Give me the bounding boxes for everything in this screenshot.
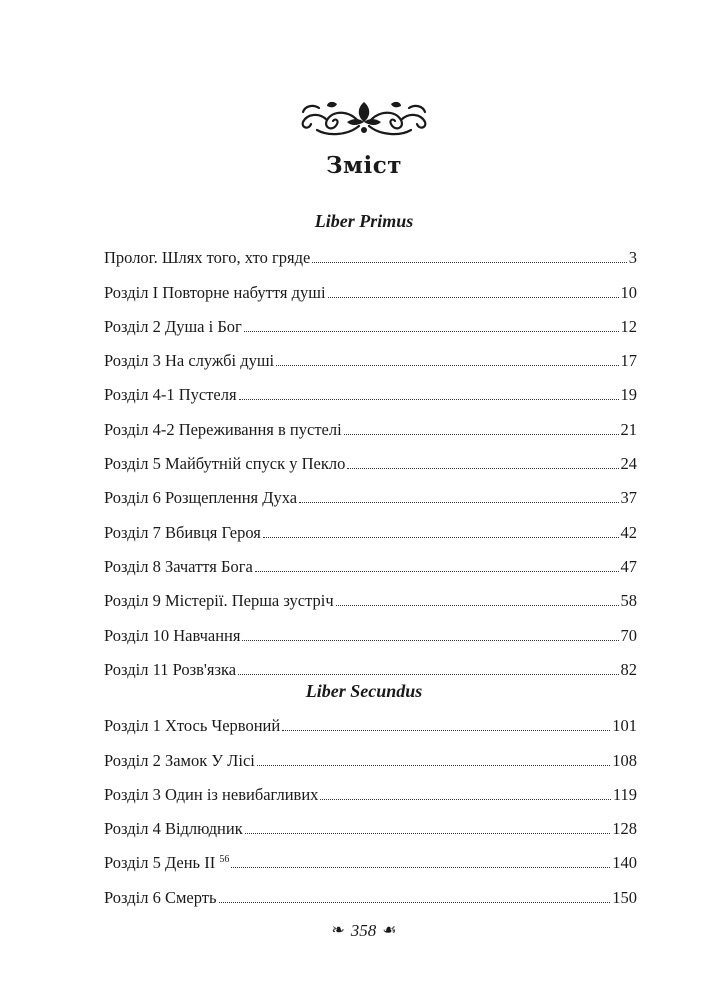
toc-entry-label-text: Розділ 6 Розщеплення Духа xyxy=(104,488,298,508)
toc-entry-label-text: Розділ 2 Душа і Бог xyxy=(104,316,242,336)
toc-entry xyxy=(104,440,637,474)
toc-entry-label xyxy=(104,660,236,680)
dot-leader xyxy=(239,399,619,400)
dot-leader xyxy=(299,502,618,503)
toc-entry-label-text: Розділ 4 Відлюдник xyxy=(104,819,243,839)
toc-entry-label-text: Розділ 11 Розв'язка xyxy=(104,659,237,679)
toc-entry xyxy=(104,543,637,577)
toc-entry-label-text: Розділ 7 Вбивця Героя xyxy=(104,522,261,542)
part-title-liber-primus: Liber Primus xyxy=(314,211,414,231)
toc-entry-label xyxy=(104,785,318,805)
toc-entry-label-text: Розділ 3 На службі душі xyxy=(104,351,275,371)
toc-entry xyxy=(104,577,637,611)
dot-leader xyxy=(257,765,610,766)
toc-entry-page-number: 3 xyxy=(628,248,637,268)
toc-entry xyxy=(104,268,637,302)
dot-leader xyxy=(238,674,618,675)
toc-entry-label-text: Розділ 4-1 Пустеля xyxy=(104,385,237,405)
toc-entry-page-number: 42 xyxy=(620,522,637,542)
toc-entry-label xyxy=(104,853,229,873)
toc-entry-label xyxy=(104,283,326,303)
toc-entry-label-text: Розділ 9 Містерії. Перша зустріч xyxy=(104,591,334,611)
toc-entry-page-number: 21 xyxy=(620,419,637,439)
toc-entry-label-text: Розділ 2 Замок У Лісі xyxy=(104,750,255,770)
toc-entry-label xyxy=(104,385,237,405)
dot-leader xyxy=(328,297,619,298)
toc-entry-label xyxy=(104,248,310,268)
dot-leader xyxy=(255,571,619,572)
toc-entry xyxy=(104,611,637,645)
toc-entry-label xyxy=(104,888,217,908)
toc-entry xyxy=(104,303,637,337)
flourish-left-icon: ❧ xyxy=(331,922,345,939)
toc-entry-label-text: Розділ 3 Один із невибагливих xyxy=(104,784,319,804)
toc-entry-page-number: 10 xyxy=(620,282,637,302)
dot-leader xyxy=(347,468,618,469)
dot-leader xyxy=(245,833,611,834)
toc-entry xyxy=(104,337,637,371)
toc-entry-page-number: 58 xyxy=(620,591,637,611)
toc-entry-label xyxy=(104,591,334,611)
toc-entry xyxy=(104,771,637,805)
toc-entry xyxy=(104,234,637,268)
toc-entry-label-text: Розділ 4-2 Переживання в пустелі xyxy=(104,419,342,439)
toc-entry-label-text: Розділ 10 Навчання xyxy=(104,625,241,645)
dot-leader xyxy=(263,537,619,538)
dot-leader xyxy=(219,902,611,903)
toc-entry-label-text: Розділ 5 День II xyxy=(104,853,216,873)
toc-entry-label-text: Розділ 6 Смерть xyxy=(104,887,217,907)
toc-entry-page-number: 19 xyxy=(620,385,637,405)
toc-list-liber-primus xyxy=(104,234,637,680)
toc-entry-label xyxy=(104,351,274,371)
toc-entry-label-text: Розділ 5 Майбутній спуск у Пекло xyxy=(104,454,346,474)
ornament-divider-icon xyxy=(297,96,431,144)
dot-leader xyxy=(344,434,619,435)
toc-entry-page-number: 108 xyxy=(612,750,637,770)
toc-entry xyxy=(104,736,637,770)
toc-entry xyxy=(104,702,637,736)
toc-entry-label xyxy=(104,317,242,337)
toc-entry xyxy=(104,508,637,542)
dot-leader xyxy=(244,331,619,332)
page-footer xyxy=(0,920,728,941)
toc-entry-page-number: 150 xyxy=(612,887,637,907)
toc-entry-label xyxy=(104,523,261,543)
toc-entry-label xyxy=(104,626,240,646)
toc-entry-page-number: 70 xyxy=(620,625,637,645)
toc-entry-label xyxy=(104,819,243,839)
dot-leader xyxy=(312,262,626,263)
toc-entry-label xyxy=(104,420,342,440)
toc-entry-page-number: 37 xyxy=(620,488,637,508)
toc-entry xyxy=(104,805,637,839)
dot-leader xyxy=(336,605,619,606)
toc-entry xyxy=(104,873,637,907)
dot-leader xyxy=(242,640,618,641)
toc-entry xyxy=(104,839,637,873)
toc-entry xyxy=(104,405,637,439)
toc-entry-label xyxy=(104,751,255,771)
toc-list-liber-secundus xyxy=(104,702,637,908)
toc-entry-page-number: 24 xyxy=(620,454,637,474)
toc-entry xyxy=(104,371,637,405)
footnote-marker: 56 xyxy=(219,854,230,866)
toc-entry-label-text: Пролог. Шлях того, хто гряде xyxy=(104,248,311,268)
toc-entry-page-number: 119 xyxy=(612,784,637,804)
toc-entry-page-number: 12 xyxy=(620,316,637,336)
toc-entry-page-number: 17 xyxy=(620,351,637,371)
flourish-right-icon: ☙ xyxy=(382,922,397,939)
toc-entry-page-number: 140 xyxy=(612,853,637,873)
dot-leader xyxy=(282,730,610,731)
toc-entry-page-number: 128 xyxy=(612,819,637,839)
toc-entry-page-number: 82 xyxy=(620,659,637,679)
toc-entry-label xyxy=(104,716,280,736)
toc-entry xyxy=(104,646,637,680)
toc-entry-label xyxy=(104,454,345,474)
part-title-liber-secundus: Liber Secundus xyxy=(305,681,423,701)
toc-entry-page-number: 101 xyxy=(612,716,637,736)
toc-entry-page-number: 47 xyxy=(620,556,637,576)
toc-entry xyxy=(104,474,637,508)
toc-entry-label xyxy=(104,488,297,508)
toc-entry-label-text: Розділ 8 Зачаття Бога xyxy=(104,556,253,576)
toc-entry-label xyxy=(104,557,253,577)
page-number: 358 xyxy=(350,921,377,940)
toc-entry-label-text: Розділ 1 Хтось Червоний xyxy=(104,716,281,736)
dot-leader xyxy=(276,365,618,366)
dot-leader xyxy=(320,799,610,800)
toc-title: Зміст xyxy=(325,152,403,179)
dot-leader xyxy=(231,867,610,868)
toc-entry-label-text: Розділ I Повторне набуття душі xyxy=(104,282,326,302)
